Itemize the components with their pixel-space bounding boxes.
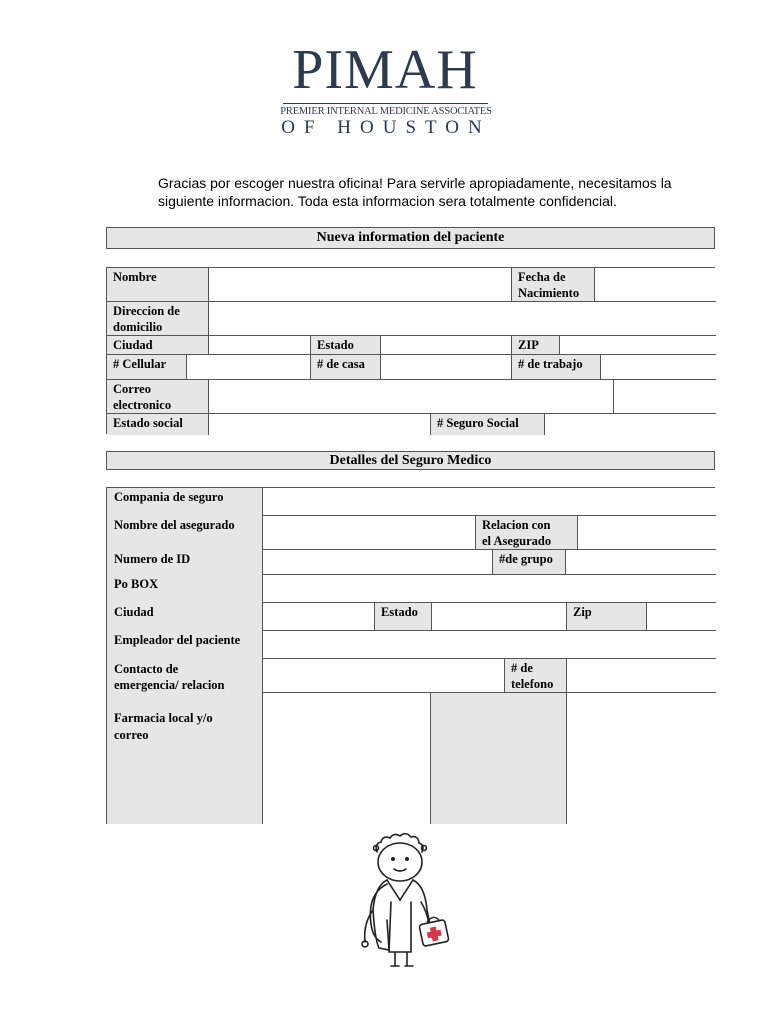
logo-wordmark: PIMAH xyxy=(292,39,478,101)
label-nombre: Nombre xyxy=(107,268,209,302)
label-ciudad: Ciudad xyxy=(107,336,209,355)
seguro-social-field[interactable] xyxy=(545,414,716,435)
logo-city: OF HOUSTON xyxy=(281,117,491,138)
ciudad-seguro-field[interactable] xyxy=(263,603,375,631)
label-trabajo: # de trabajo xyxy=(512,355,601,380)
label-fecha-line2: Nacimiento xyxy=(518,286,580,300)
patient-section-header: Nueva information del paciente xyxy=(106,227,715,249)
label-casa: # de casa xyxy=(311,355,381,380)
ciudad-field[interactable] xyxy=(209,336,311,355)
label-estado: Estado xyxy=(311,336,381,355)
label-telefono-line1: # de xyxy=(511,661,533,675)
direccion-field[interactable] xyxy=(209,302,716,336)
label-relacion-line2: el Asegurado xyxy=(482,534,552,548)
label-seguro-social: # Seguro Social xyxy=(431,414,545,435)
label-estado-seguro: Estado xyxy=(375,603,432,631)
label-zip-seguro: Zip xyxy=(567,603,647,631)
label-estado-social: Estado social xyxy=(107,414,209,435)
insurance-table xyxy=(106,487,715,824)
farmacia-field-2[interactable] xyxy=(431,693,567,824)
label-direccion-line2: domicilio xyxy=(113,320,163,334)
logo-subtitle: PREMIER INTERNAL MEDICINE ASSOCIATES xyxy=(280,106,492,117)
label-relacion-line1: Relacion con xyxy=(482,518,551,532)
label-contacto xyxy=(114,661,225,693)
intro-line-1: Gracias por escoger nuestra oficina! Para servirle apropiadamente, necesitamos la xyxy=(158,175,672,191)
label-empleador: Empleador del paciente xyxy=(114,633,241,647)
telefono-field[interactable] xyxy=(567,659,716,693)
zip-field[interactable] xyxy=(560,336,716,355)
nombre-asegurado-field[interactable] xyxy=(263,516,476,550)
estado-seguro-field[interactable] xyxy=(432,603,567,631)
label-direccion-line1: Direccion de xyxy=(113,304,180,318)
label-grupo: #de grupo xyxy=(493,550,566,575)
label-farmacia-line1: Farmacia local y/o xyxy=(114,711,213,725)
label-telefono xyxy=(505,659,567,693)
label-numero-id: Numero de ID xyxy=(114,552,191,566)
label-fecha-nacimiento xyxy=(512,268,595,302)
label-ciudad-seguro: Ciudad xyxy=(114,605,154,619)
casa-field[interactable] xyxy=(381,355,512,380)
label-correo-line2: electronico xyxy=(113,398,172,412)
label-compania: Compania de seguro xyxy=(114,490,224,504)
logo-divider xyxy=(283,103,488,104)
contacto-field[interactable] xyxy=(263,659,505,693)
cellular-field[interactable] xyxy=(187,355,311,380)
patient-info-table xyxy=(106,267,715,434)
correo-extra-field[interactable] xyxy=(614,380,716,414)
label-contacto-line1: Contacto de xyxy=(114,662,179,676)
numero-id-field[interactable] xyxy=(263,550,493,575)
farmacia-field-1[interactable] xyxy=(263,693,431,824)
label-nombre-asegurado: Nombre del asegurado xyxy=(114,518,235,532)
fecha-nacimiento-field[interactable] xyxy=(595,268,716,302)
label-correo-line1: Correo xyxy=(113,382,151,396)
grupo-field[interactable] xyxy=(566,550,716,575)
empleador-field[interactable] xyxy=(263,631,716,659)
trabajo-field[interactable] xyxy=(601,355,716,380)
insurance-label-column xyxy=(107,488,263,824)
compania-field[interactable] xyxy=(263,488,716,516)
intro-text xyxy=(158,174,678,210)
label-fecha-line1: Fecha de xyxy=(518,270,566,284)
label-farmacia xyxy=(114,710,213,744)
estado-social-field[interactable] xyxy=(209,414,431,435)
label-po-box: Po BOX xyxy=(114,577,159,591)
label-farmacia-line2: correo xyxy=(114,728,149,742)
insurance-section-header: Detalles del Seguro Medico xyxy=(106,451,715,470)
farmacia-field-3[interactable] xyxy=(567,693,716,824)
nombre-field[interactable] xyxy=(209,268,512,302)
po-box-field[interactable] xyxy=(263,575,716,603)
label-direccion xyxy=(107,302,209,336)
doctor-illustration-icon xyxy=(345,832,455,972)
label-zip: ZIP xyxy=(512,336,560,355)
label-contacto-line2: emergencia/ relacion xyxy=(114,678,225,692)
label-correo xyxy=(107,380,209,414)
relacion-field[interactable] xyxy=(578,516,716,550)
correo-field[interactable] xyxy=(209,380,614,414)
intro-line-2: siguiente informacion. Toda esta informacion sera totalmente confidencial. xyxy=(158,193,617,209)
label-telefono-line2: telefono xyxy=(511,677,554,691)
label-cellular: # Cellular xyxy=(107,355,187,380)
zip-seguro-field[interactable] xyxy=(647,603,716,631)
estado-field[interactable] xyxy=(381,336,512,355)
label-relacion xyxy=(476,516,578,550)
